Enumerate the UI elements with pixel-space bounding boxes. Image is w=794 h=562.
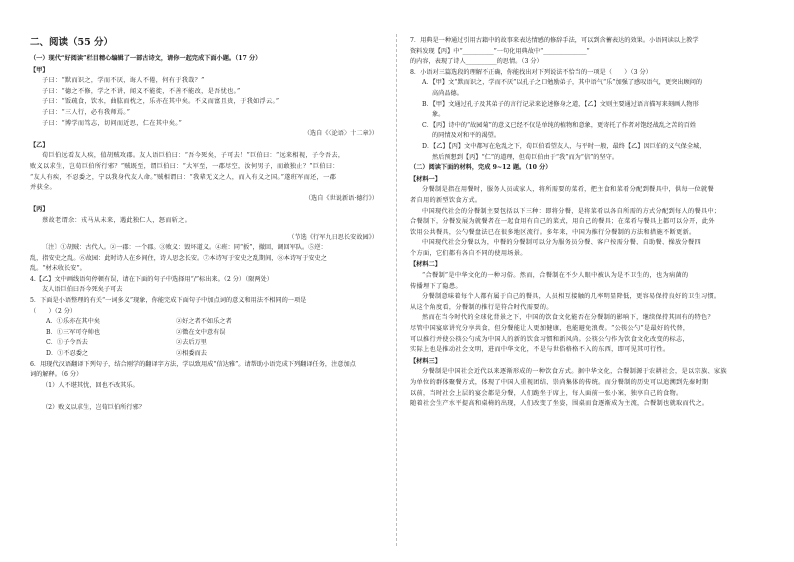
column-divider — [396, 34, 397, 546]
text-b-source: （选自《世说新语·德行》） — [304, 194, 378, 202]
material-3-line: 随着社会生产水平提高和桌椅的出现，人们改变了坐姿，围桌而食逐渐成为主流，合餐制也就取而代之。 — [410, 400, 709, 408]
option-b2: ②徵在文中意有误 — [176, 328, 226, 336]
note-line: 乱。“材未收长安”。 — [30, 265, 86, 273]
material-1-tag: 【材料一】 — [410, 175, 441, 183]
material-2-line: 传播埋下了隐患。 — [410, 282, 462, 290]
material-1-line: 者自用的新型饮食方式。 — [410, 196, 482, 204]
material-2-line: 分餐制意味着每个人都有属于自己的餐具，人员相互接触的几率明显降低，更容易保持良好的卫生习惯。 — [422, 293, 721, 301]
text-c-tag: 【丙】 — [30, 206, 49, 214]
material-2-line: 实际上也是推动社会文明，进而中华文化，不是与世俗格格不入的东西，即可见其可行性。 — [410, 346, 670, 354]
question-7-cont: 的内容，表现了诗人__________的思情。（3 分） — [410, 58, 543, 66]
option-d2: ②相委而去 — [176, 350, 207, 358]
right-column — [410, 36, 770, 410]
text-b-line: 败义以求生，岂荀巨伯所行邪？”贼既至，谓巨伯曰：“大军至，一郡尽空，汝何男子，而敢独止？”巨伯曰： — [30, 162, 339, 170]
option-a1: A．①乐亦在其中矣 — [46, 318, 100, 326]
option-c1: C．①子令吾去 — [46, 339, 88, 347]
material-1-line: 分餐制是指在用餐时，服务人员或家人，将所需要的菜肴，把主食和菜肴分配到餐具中，供每一位就餐 — [422, 186, 714, 194]
note-line: 〔注〕①胡贼：古代人。②一郡：一个郡。③败义：毁坏道义。④班：同“扳”，撤回，调回军队。⑤逆： — [42, 244, 327, 252]
material-1-line: 饮用公共餐具，公勺餐盘法已在很多地区流行。多年来，中国为推行分餐制的方法和措施不断更新。 — [410, 228, 696, 236]
text-b-line: 荀巨伯远看友人疾，值胡贼攻郡。友人语巨伯曰：“吾今死矣，子可去！”巨伯曰：“远来相视，子令吾去， — [42, 152, 345, 160]
option-d1: D．①不忍委之 — [46, 350, 89, 358]
question-8-line: A．【甲】文“默而识之，学而不厌”以孔子之口勉励弟子，其中语气“乐”加强了感叹语气，更突出顾问的 — [422, 79, 703, 87]
text-b-line: 并获全。 — [30, 184, 56, 192]
question-8-line: 的同情及对和平的渴望。 — [432, 132, 501, 140]
text-c-line: 蔡故老谓余：戎马从未来，遇此独仁人，怒而斩之。 — [42, 216, 192, 224]
question-8-line: C．【丙】诗中的“故园菊”的意义已经不仅是单纯的植物和意象，更寄托了作者对饱经战乱之苦的百姓 — [422, 121, 697, 129]
section-title: 二、阅读（55 分） — [30, 37, 114, 48]
question-4-sentence: 友人语巨伯曰吾今死矣子可去 — [42, 286, 123, 294]
question-7: 7．用典是一种通过引用古籍中的故事来表达情感的修辞手法，可以到含蓄表达的效果。小语同读以上教学 — [410, 37, 699, 44]
question-8: 8．小语对三篇选段的理解不正确，你能找出对下列说法不恰当的一项是（ ）（3 分） — [410, 68, 652, 76]
question-6-item-1: （1）人不堪其忧，回也不改其乐。 — [42, 381, 139, 389]
question-4: 4.【乙】文中画线语句停顿有误，请在下面的句子中选择用“/”标出来。（2 分）（限两处） — [30, 275, 273, 283]
part2-intro: （二）阅读下面的材料，完成 9~12 题。（10 分） — [410, 164, 552, 172]
text-a-line: 子曰：“博学而笃志，切问而近思，仁在其中矣。” — [42, 119, 183, 127]
material-3-line: 以前，当时社会上层的宴会都是分餐，人们跪坐于席上，每人面前一张小案，独享自己的食物。 — [410, 389, 683, 397]
material-1-line: 中国现代社会的分餐制主要包括以下三种：即将分餐，是将菜肴以各自所需的方式分配到每人的餐具中； — [422, 207, 721, 215]
left-column — [30, 36, 382, 414]
material-2-line: 然而在当今时代的全球化背景之下，中国的饮食文化能否在分餐制的影响下，继续保持其固有的特色？ — [422, 314, 714, 322]
question-8-line: B．【甲】文通过孔子及其弟子的言行记录来论述修身之道，【乙】文则主要通过语言描写来刻画人物形 — [422, 100, 699, 108]
question-7-cont: 资料发现【丙】中“__________”一句化用典故中“______________” — [410, 47, 590, 55]
option-a2: ②好之者不如乐之者 — [176, 318, 232, 326]
material-2-line: 可以推行并使公筷公勺成为中国人的新的饮食习惯和新风尚。公筷公勺作为饮食文化改变的标志， — [410, 335, 689, 343]
material-1-line: 个方面，它们都有各自不同的使用场景。 — [410, 249, 527, 257]
material-1-line: 中国现代社会分餐以为，中餐的分餐制可以分为服务员分餐、客户按需分餐、自助餐、操放分餐四 — [422, 239, 701, 247]
option-c2: ②去后万里 — [176, 339, 207, 347]
text-a-line: 子曰：“默而识之，学而不厌，诲人不倦，何有于我哉？” — [42, 77, 205, 85]
text-a-tag: 【甲】 — [30, 66, 49, 74]
question-6-item-2: （2）败义以求生，岂荀巨伯所行邪？ — [42, 404, 145, 412]
question-8-line: 象。 — [432, 111, 445, 119]
material-2-line: 尽管中国宴席讲究分享共食，但分餐能让人更加健康，也能避免浪费。“公筷公勺”是最好的代替， — [410, 325, 690, 333]
text-a-source: （选自《〈论语〉十二章》） — [303, 130, 378, 138]
text-b-tag: 【乙】 — [30, 141, 49, 149]
material-3-line: 为单位的群体聚餐方式，体现了中国人重视团结、崇尚集体的传统。而分餐制的历史可以追溯到先秦时期 — [410, 379, 709, 386]
question-5: 5．下面是小语整理的有关“一词多义”现象，你能完成下面句子中加点词的意义和用法不相同的一项是 — [30, 297, 307, 305]
text-b-line: “友人有疾，不忍委之，宁以我身代友人命。”贼相谓曰：“我辈无义之人，而入有义之国。”遂班军而还，一郡 — [30, 173, 337, 181]
text-a-line: 子曰：“饭疏食，饮水，曲肱而枕之，乐亦在其中矣。不义而富且贵，于我如浮云。” — [42, 98, 280, 106]
text-a-line: 子曰：“德之不修，学之不讲，闻义不能徙，不善不能改，是吾忧也。” — [42, 87, 241, 95]
question-6-cont: 词的解释。（6 分） — [30, 371, 83, 379]
option-b1: B．①三军可夺帅也 — [46, 328, 101, 336]
question-8-line: 然后预想到【丙】“仁”的道理，但荀巨伯由于“我”而为“信”的坚守。 — [432, 153, 619, 161]
material-1-line: 合餐制下，分餐发展为就餐者在一起食用有自己的菜式，用自己的餐具；在菜肴与餐具上都可以分开，此外 — [410, 218, 715, 226]
question-8-line: 高尚品德。 — [432, 89, 463, 97]
question-6: 6．用现代汉语翻译下列句子，结合刚学的翻译字方法，学以致用成“信达雅”。请帮助小语完成下列翻译任务，注意加点 — [30, 360, 356, 368]
text-a-line: 子曰：“三人行，必有我师焉。” — [42, 108, 131, 116]
question-5-options — [30, 317, 382, 359]
part1-intro: （一）现代“好阅读”栏目精心编辑了一部古诗文，请你一起完成下面小题。（17 分） — [30, 55, 262, 62]
question-8-line: D．【乙】【丙】文中都写在危乱之下，荀巨伯看望友人，与平时一般，最终【乙】因巨伯的义气保全城， — [422, 142, 706, 150]
text-c-source: （节选《行军九日思长安故园》） — [288, 233, 378, 241]
material-2-tag: 【材料二】 — [410, 261, 441, 269]
material-3-line: 分餐制是中国社会近代以来逐渐形成的一种饮食方式。据中华文化，合餐制源于农耕社会，是以宗族、家族 — [422, 368, 727, 376]
material-2-line: “合餐制”是中华文化的一种习俗。然而，合餐制在不少人眼中被认为是不卫生的，也为病菌的 — [422, 272, 689, 280]
material-2-line: 从这个角度看，分餐制的推行是符合时代需要的。 — [410, 303, 553, 311]
question-5-cont: （ ）（2 分） — [30, 307, 77, 315]
note-line: 乱，指安史之乱。⑥故园：此时诗人在乡间住，诗人思念长安。⑦本诗写于安史之乱期间，⑧本诗写于安史之 — [30, 254, 327, 262]
material-3-tag: 【材料三】 — [410, 357, 441, 365]
